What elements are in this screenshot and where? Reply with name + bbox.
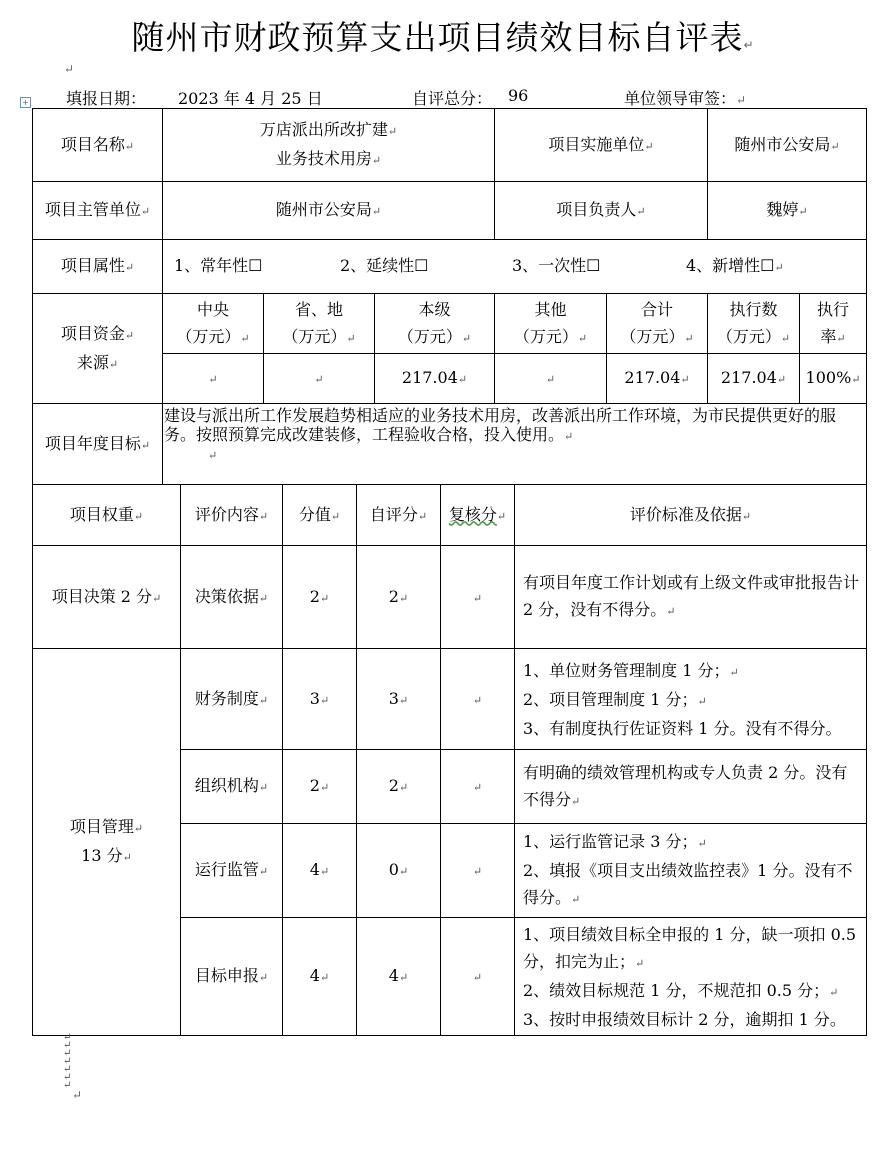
org-content: 组织机构↵ — [181, 750, 283, 824]
fund-col-rate: 执行 率↵ — [800, 294, 867, 354]
goal-report-self-score: 4↵ — [357, 918, 441, 1036]
attr-option-continuing[interactable]: 2、延续性☐ — [340, 256, 429, 275]
finance-self-score: 3↵ — [357, 649, 441, 750]
attr-option-one-time[interactable]: 3、一次性☐ — [512, 256, 601, 275]
page-title: 随州市财政预算支出项目绩效目标自评表↵ — [131, 18, 755, 57]
fill-date-value: 2023 年 4 月 25 日 — [178, 89, 323, 108]
header-review-score: 复核分↵ — [441, 485, 515, 546]
attr-option-regular[interactable]: 1、常年性☐ — [174, 256, 263, 275]
impl-unit-value: 随州市公安局↵ — [708, 109, 867, 182]
decision-score: 2↵ — [283, 546, 357, 649]
header-score: 分值↵ — [283, 485, 357, 546]
decision-review-score: ↵ — [441, 546, 515, 649]
annual-goal-label: 项目年度目标↵ — [33, 404, 163, 485]
paragraph-mark: ↵ — [64, 62, 75, 76]
finance-score: 3↵ — [283, 649, 357, 750]
finance-criteria: 1、单位财务管理制度 1 分；↵ 2、项目管理制度 1 分；↵ 3、有制度执行佐证资料 1 分。没有不得分。 — [515, 649, 867, 750]
supervision-criteria: 1、运行监管记录 3 分；↵ 2、填报《项目支出绩效监控表》1 分。没有不得分。↵ — [515, 824, 867, 918]
header-weight: 项目权重↵ — [33, 485, 181, 546]
project-name-label: 项目名称↵ — [33, 109, 163, 182]
fund-value-province: ↵ — [264, 354, 375, 404]
supervision-self-score: 0↵ — [357, 824, 441, 918]
self-score-label: 自评总分： — [412, 89, 493, 108]
fund-source-label: 项目资金↵ 来源↵ — [33, 294, 163, 404]
supervisor-label: 项目主管单位↵ — [33, 182, 163, 240]
management-weight: 项目管理↵ 13 分↵ — [33, 649, 181, 1036]
trailing-paragraph-marks: ↵ ↵ ↵ ↵ ↵ ↵ ↵ — [63, 1032, 72, 1091]
project-attr-options: 1、常年性☐ 2、延续性☐ 3、一次性☐ 4、新增性☐↵ — [163, 240, 867, 294]
decision-self-score: 2↵ — [357, 546, 441, 649]
org-review-score: ↵ — [441, 750, 515, 824]
fund-value-central: ↵ — [163, 354, 264, 404]
goal-report-content: 目标申报↵ — [181, 918, 283, 1036]
org-self-score: 2↵ — [357, 750, 441, 824]
annual-goal-text: 建设与派出所工作发展趋势相适应的业务技术用房，改善派出所工作环境，为市民提供更好的服务。按照预算完成改建装修，工程验收合格，投入使用。↵ ↵ — [163, 404, 867, 485]
impl-unit-label: 项目实施单位↵ — [495, 109, 708, 182]
table-row — [33, 546, 867, 649]
table-row — [33, 649, 867, 750]
supervisor-value: 随州市公安局↵ — [163, 182, 495, 240]
fund-value-other: ↵ — [495, 354, 607, 404]
fund-value-local: 217.04↵ — [375, 354, 495, 404]
decision-weight: 项目决策 2 分↵ — [33, 546, 181, 649]
goal-report-review-score: ↵ — [441, 918, 515, 1036]
project-info-table — [32, 108, 867, 485]
fill-date-label: 填报日期： — [66, 89, 147, 108]
project-leader-label: 项目负责人↵ — [495, 182, 708, 240]
fund-col-local: 本级 （万元）↵ — [375, 294, 495, 354]
project-name-value: 万店派出所改扩建↵ 业务技术用房↵ — [163, 109, 495, 182]
header-self-score: 自评分↵ — [357, 485, 441, 546]
fund-value-rate: 100%↵ — [800, 354, 867, 404]
project-leader-value: 魏婷↵ — [708, 182, 867, 240]
fund-col-province: 省、地 （万元）↵ — [264, 294, 375, 354]
org-score: 2↵ — [283, 750, 357, 824]
goal-report-criteria: 1、项目绩效目标全申报的 1 分，缺一项扣 0.5 分，扣完为止；↵ 2、绩效目标规范 1 分，不规范扣 0.5 分；↵ 3、按时申报绩效目标计 2 分，逾期扣 1 分。 — [515, 918, 867, 1036]
self-score-value: 96 — [508, 86, 529, 105]
supervision-review-score: ↵ — [441, 824, 515, 918]
finance-content: 财务制度↵ — [181, 649, 283, 750]
fund-col-total: 合计 （万元）↵ — [607, 294, 708, 354]
fund-col-central: 中央 （万元）↵ — [163, 294, 264, 354]
header-criteria: 评价标准及依据↵ — [515, 485, 867, 546]
paragraph-mark: ↵ — [72, 1088, 83, 1102]
fund-value-executed: 217.04↵ — [708, 354, 800, 404]
project-attr-label: 项目属性↵ — [33, 240, 163, 294]
org-criteria: 有明确的绩效管理机构或专人负责 2 分。没有不得分↵ — [515, 750, 867, 824]
evaluation-table — [32, 484, 867, 1036]
table-move-handle-icon[interactable]: + — [20, 97, 31, 108]
decision-content: 决策依据↵ — [181, 546, 283, 649]
supervision-content: 运行监管↵ — [181, 824, 283, 918]
header-content: 评价内容↵ — [181, 485, 283, 546]
finance-review-score: ↵ — [441, 649, 515, 750]
decision-criteria: 有项目年度工作计划或有上级文件或审批报告计 2 分，没有不得分。↵ — [515, 546, 867, 649]
fund-col-executed: 执行数 （万元）↵ — [708, 294, 800, 354]
goal-report-score: 4↵ — [283, 918, 357, 1036]
supervision-score: 4↵ — [283, 824, 357, 918]
fund-value-total: 217.04↵ — [607, 354, 708, 404]
leader-signature-label: 单位领导审签：↵ — [624, 89, 747, 108]
attr-option-new[interactable]: 4、新增性☐ — [686, 256, 775, 275]
fund-col-other: 其他 （万元）↵ — [495, 294, 607, 354]
